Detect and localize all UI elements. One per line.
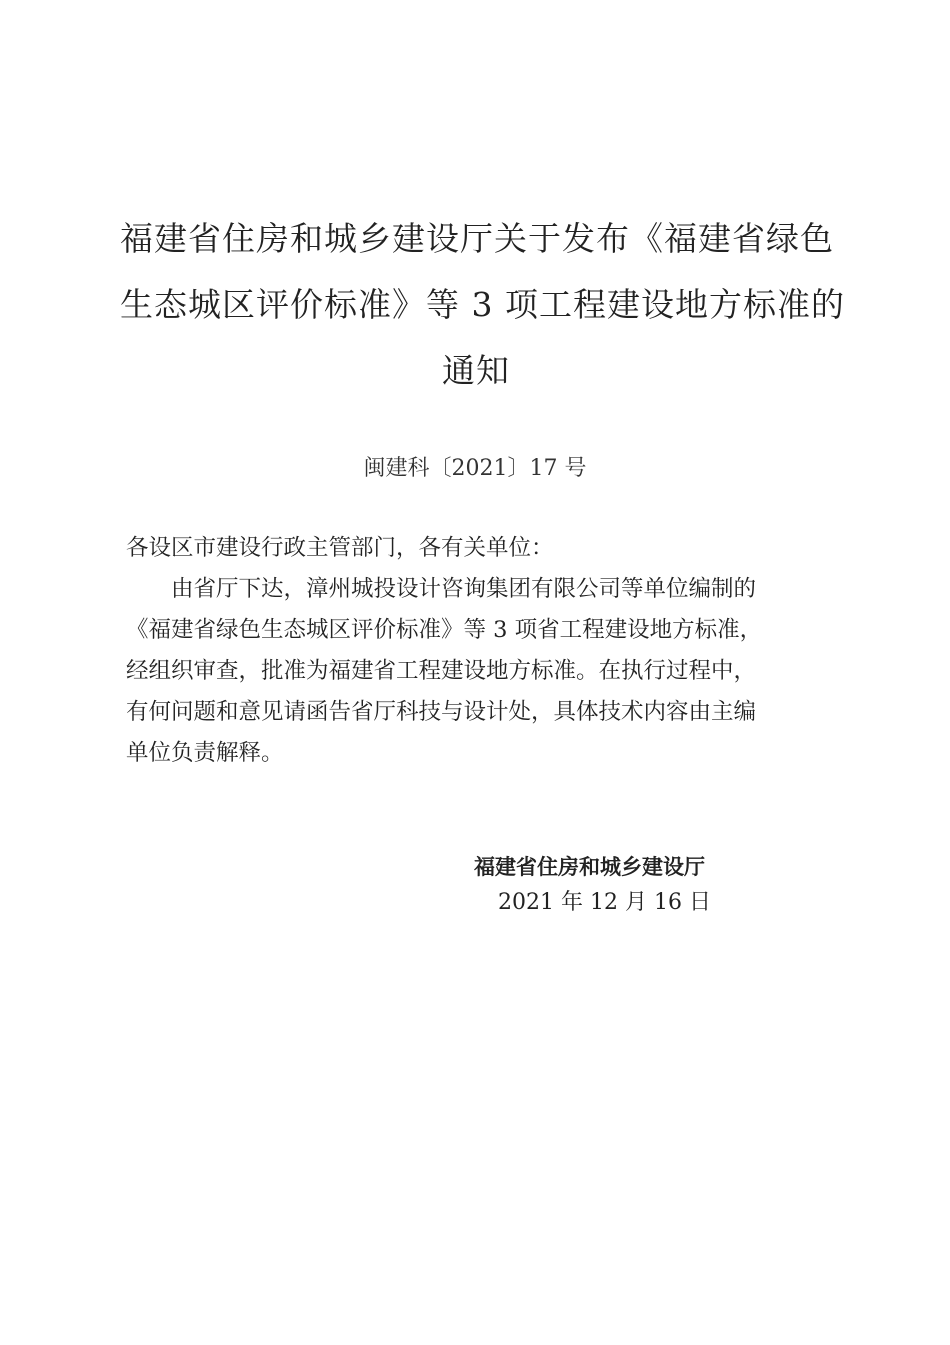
- body-paragraph: [126, 569, 836, 774]
- notice-title: [120, 206, 845, 404]
- salutation: 各设区市建设行政主管部门，各有关单位：: [126, 535, 554, 561]
- paragraph-line-3: 经组织审查，批准为福建省工程建设地方标准。在执行过程中，: [126, 658, 757, 684]
- issue-date: 2021 年 12 月 16 日: [498, 890, 711, 915]
- paragraph-line-1: 由省厅下达，漳州城投设计咨询集团有限公司等单位编制的: [171, 576, 757, 602]
- paragraph-line-4: 有何问题和意见请函告省厅科技与设计处，具体技术内容由主编: [126, 699, 757, 725]
- paragraph-line-2: 《福建省绿色生态城区评价标准》等 3 项省工程建设地方标准，: [126, 617, 763, 643]
- notice-body: [126, 528, 836, 774]
- title-line-1: 福建省住房和城乡建设厅关于发布《福建省绿色: [120, 219, 834, 258]
- title-line-2: 生态城区评价标准》等 3 项工程建设地方标准的: [120, 285, 845, 324]
- title-line-3: 通知: [442, 351, 510, 390]
- issuer-signature: 福建省住房和城乡建设厅: [474, 855, 705, 879]
- paragraph-line-5: 单位负责解释。: [126, 740, 284, 766]
- document-number: 闽建科〔2021〕17 号: [363, 456, 587, 481]
